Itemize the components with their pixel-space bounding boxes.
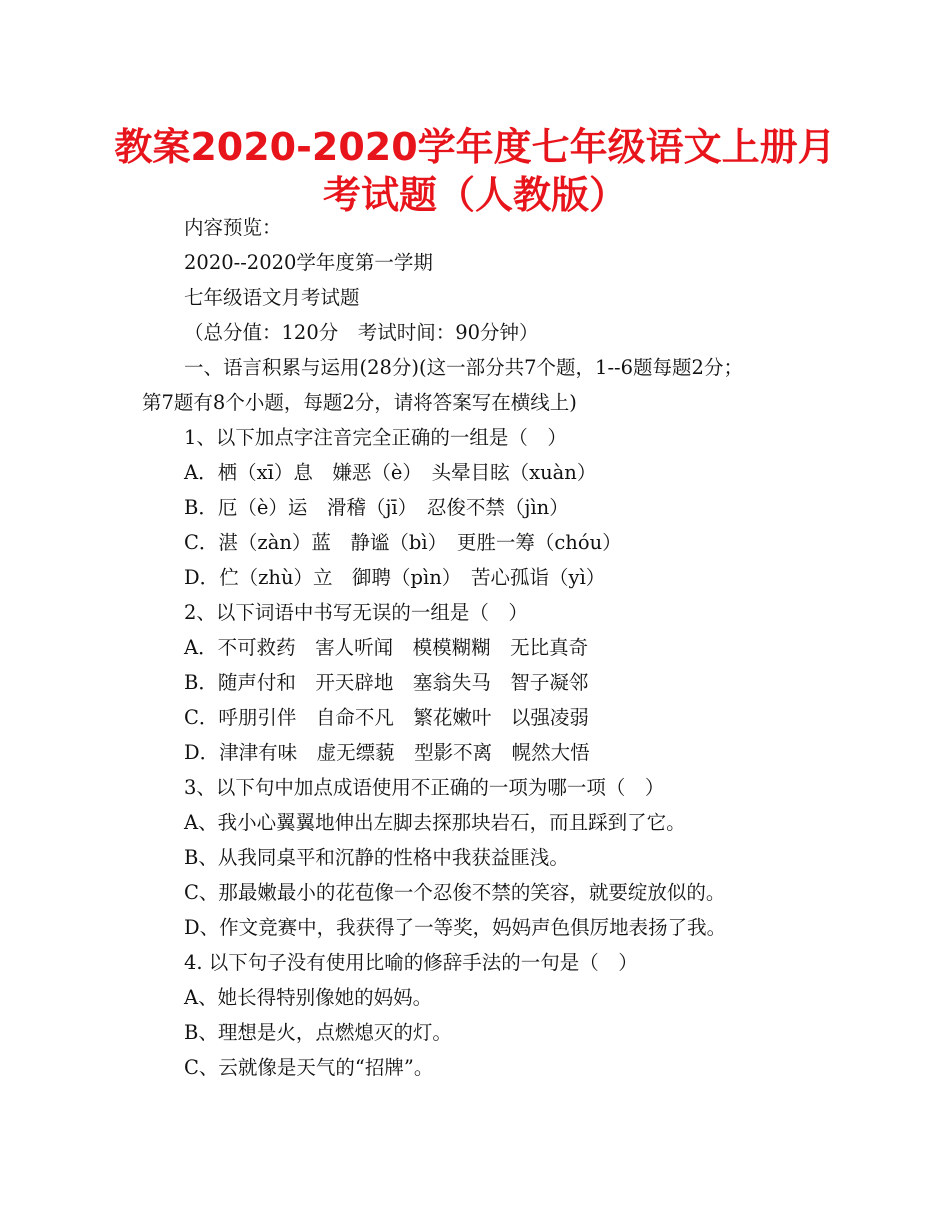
text-line: A．栖（xī）息 嫌恶（è） 头晕目眩（xuàn）	[184, 461, 597, 484]
text-line: 第7题有8个小题，每题2分，请将答案写在横线上)	[142, 391, 577, 414]
text-line: B．随声付和 开天辟地 塞翁失马 智子凝邻	[184, 671, 589, 694]
text-line: A、我小心翼翼地伸出左脚去探那块岩石，而且踩到了它。	[184, 811, 686, 834]
document-title-line2: 考试题（人教版）	[322, 173, 627, 217]
text-line: 2、以下词语中书写无误的一组是（ ）	[184, 601, 528, 624]
text-line: C．呼朋引伴 自命不凡 繁花嫩叶 以强凌弱	[184, 706, 589, 729]
text-line: B、从我同桌平和沉静的性格中我获益匪浅。	[184, 846, 569, 869]
text-line: D、作文竞赛中，我获得了一等奖，妈妈声色俱厉地表扬了我。	[184, 916, 727, 939]
text-line: （总分值：120分 考试时间：90分钟）	[184, 321, 539, 344]
text-line: 2020--2020学年度第一学期	[184, 251, 433, 274]
text-line: 4. 以下句子没有使用比喻的修辞手法的一句是（ ）	[184, 951, 638, 974]
text-line: C、云就像是天气的“招牌”。	[184, 1056, 434, 1079]
text-line: 七年级语文月考试题	[184, 286, 360, 309]
text-line: D．伫（zhù）立 御聘（pìn） 苦心孤诣（yì）	[184, 566, 606, 589]
document-title-line1: 教案2020-2020学年度七年级语文上册月	[114, 125, 836, 169]
text-line: 内容预览：	[184, 216, 282, 239]
text-line: 3、以下句中加点成语使用不正确的一项为哪一项（ ）	[184, 776, 665, 799]
text-line: 一、语言积累与运用(28分)(这一部分共7个题，1--6题每题2分；	[184, 356, 743, 379]
text-line: B．厄（è）运 滑稽（jī） 忍俊不禁（jìn）	[184, 496, 569, 519]
text-line: C、那最嫩最小的花苞像一个忍俊不禁的笑容，就要绽放似的。	[184, 881, 726, 904]
text-line: B、理想是火，点燃熄灭的灯。	[184, 1021, 452, 1044]
text-line: 1、以下加点字注音完全正确的一组是（ ）	[184, 426, 567, 449]
text-line: C．湛（zàn）蓝 静谧（bì） 更胜一筹（chóu）	[184, 531, 622, 554]
text-line: A．不可救药 害人听闻 模模糊糊 无比真奇	[184, 636, 589, 659]
text-line: A、她长得特别像她的妈妈。	[184, 986, 433, 1009]
document-body	[142, 210, 832, 1085]
text-line: D．津津有味 虚无缥藐 型影不离 幌然大悟	[184, 741, 590, 764]
